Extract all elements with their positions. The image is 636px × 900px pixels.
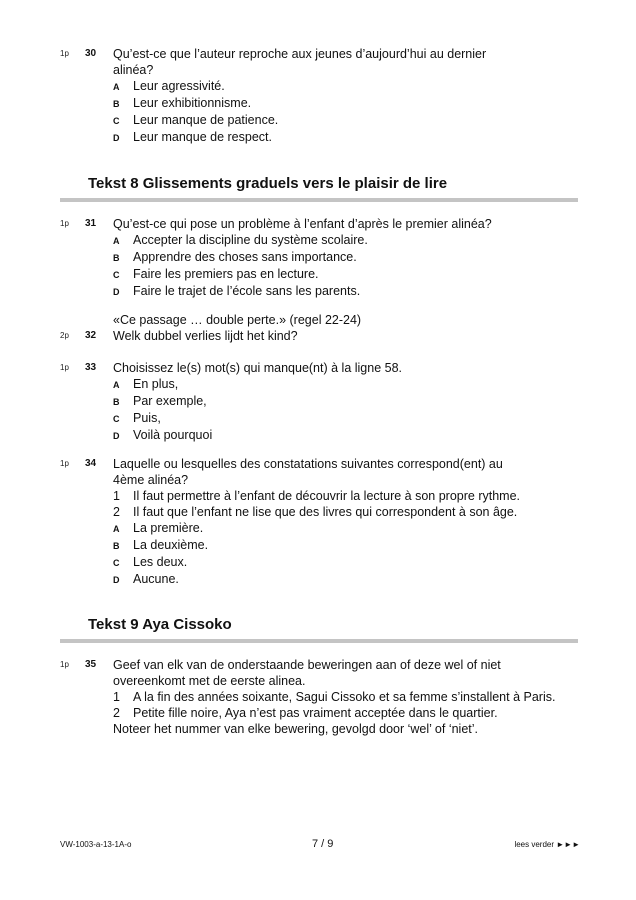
question-points: 1p xyxy=(60,459,69,468)
question-text-line: 4ème alinéa? xyxy=(113,473,189,487)
statement xyxy=(113,689,583,705)
statement-text: Il faut permettre à l’enfant de découvrir la lecture à son propre rythme. xyxy=(133,489,520,503)
option-text: Faire le trajet de l’école sans les parents. xyxy=(133,284,361,298)
question-points: 2p xyxy=(60,331,69,340)
answer-option xyxy=(113,410,583,427)
option-text: Aucune. xyxy=(133,572,179,586)
statement xyxy=(113,705,583,721)
option-letter: A xyxy=(113,524,120,534)
answer-option xyxy=(113,266,583,283)
statement-text: Il faut que l’enfant ne lise que des livres qui correspondent à son âge. xyxy=(133,505,518,519)
option-text: Apprendre des choses sans importance. xyxy=(133,250,357,264)
option-letter: D xyxy=(113,287,120,297)
option-letter: C xyxy=(113,116,120,126)
option-letter: C xyxy=(113,558,120,568)
answer-option xyxy=(113,393,583,410)
answer-option xyxy=(113,537,583,554)
section-divider xyxy=(60,198,578,202)
section-title: Tekst 8 Glissements graduels vers le plaisir de lire xyxy=(88,175,448,192)
statement-number: 1 xyxy=(113,489,120,503)
page-footer xyxy=(60,838,580,852)
option-text: Leur manque de patience. xyxy=(133,113,279,127)
question-number: 34 xyxy=(85,458,97,469)
answer-option xyxy=(113,571,583,588)
question-points: 1p xyxy=(60,660,69,669)
question-body xyxy=(113,360,583,444)
statement-text: A la fin des années soixante, Sagui Cissoko et sa femme s’installent à Paris. xyxy=(133,690,556,704)
answer-option xyxy=(113,520,583,537)
question-text: Qu’est-ce qui pose un problème à l’enfant d’après le premier alinéa? xyxy=(113,217,492,231)
answer-option xyxy=(113,376,583,393)
question-number: 32 xyxy=(85,330,97,341)
quote-text: «Ce passage … double perte.» (regel 22-24) xyxy=(113,313,362,327)
section-divider xyxy=(60,639,578,643)
statement xyxy=(113,504,583,520)
answer-option xyxy=(113,427,583,444)
question-number: 33 xyxy=(85,362,97,373)
option-text: En plus, xyxy=(133,377,179,391)
section-tekst-8 xyxy=(88,174,578,202)
question-text-line: Geef van elk van de onderstaande beweringen aan of deze wel of niet xyxy=(113,658,501,672)
option-letter: B xyxy=(113,397,120,407)
question-number: 30 xyxy=(85,48,97,59)
answer-option xyxy=(113,129,583,146)
answer-option xyxy=(113,95,583,112)
option-text: La première. xyxy=(133,521,204,535)
option-letter: D xyxy=(113,431,120,441)
option-text: Leur agressivité. xyxy=(133,79,225,93)
option-text: La deuxième. xyxy=(133,538,209,552)
statement-number: 1 xyxy=(113,690,120,704)
continue-label: lees verder ►►► xyxy=(514,840,580,849)
question-text-line: overeenkomt met de eerste alinea. xyxy=(113,674,306,688)
question-number: 31 xyxy=(85,218,97,229)
question-body xyxy=(113,216,583,300)
statement xyxy=(113,488,583,504)
question-text-line: Laquelle ou lesquelles des constatations suivantes correspond(ent) au xyxy=(113,457,503,471)
answer-option xyxy=(113,112,583,129)
option-text: Les deux. xyxy=(133,555,188,569)
answer-option xyxy=(113,554,583,571)
statement-text: Petite fille noire, Aya n’est pas vraiment acceptée dans le quartier. xyxy=(133,706,498,720)
option-letter: C xyxy=(113,414,120,424)
option-letter: A xyxy=(113,82,120,92)
answer-option xyxy=(113,249,583,266)
option-text: Leur manque de respect. xyxy=(133,130,272,144)
question-body xyxy=(113,46,583,146)
option-text: Par exemple, xyxy=(133,394,207,408)
exam-code: VW-1003-a-13-1A-o xyxy=(60,840,132,849)
option-letter: D xyxy=(113,575,120,585)
option-text: Puis, xyxy=(133,411,161,425)
statement-number: 2 xyxy=(113,505,120,519)
answer-option xyxy=(113,283,583,300)
answer-option xyxy=(113,232,583,249)
question-points: 1p xyxy=(60,363,69,372)
question-number: 35 xyxy=(85,659,97,670)
question-text-line: Qu’est-ce que l’auteur reproche aux jeunes d’aujourd’hui au dernier xyxy=(113,47,487,61)
question-text: Choisissez le(s) mot(s) qui manque(nt) à la ligne 58. xyxy=(113,361,403,375)
option-letter: B xyxy=(113,99,120,109)
option-text: Accepter la discipline du système scolaire. xyxy=(133,233,368,247)
option-letter: B xyxy=(113,541,120,551)
option-letter: B xyxy=(113,253,120,263)
option-text: Faire les premiers pas en lecture. xyxy=(133,267,319,281)
question-text-line: alinéa? xyxy=(113,63,154,77)
option-letter: A xyxy=(113,380,120,390)
question-points: 1p xyxy=(60,49,69,58)
answer-option xyxy=(113,78,583,95)
statement-number: 2 xyxy=(113,706,120,720)
section-title: Tekst 9 Aya Cissoko xyxy=(88,616,232,633)
question-body xyxy=(113,456,583,588)
section-tekst-9 xyxy=(88,615,578,643)
page-number: 7 / 9 xyxy=(312,838,334,850)
instruction-text: Noteer het nummer van elke bewering, gevolgd door ‘wel’ of ‘niet’. xyxy=(113,722,479,736)
option-letter: C xyxy=(113,270,120,280)
option-text: Voilà pourquoi xyxy=(133,428,213,442)
question-text: Welk dubbel verlies lijdt het kind? xyxy=(113,329,298,343)
option-text: Leur exhibitionnisme. xyxy=(133,96,252,110)
question-body xyxy=(113,657,583,737)
option-letter: D xyxy=(113,133,120,143)
option-letter: A xyxy=(113,236,120,246)
question-points: 1p xyxy=(60,219,69,228)
